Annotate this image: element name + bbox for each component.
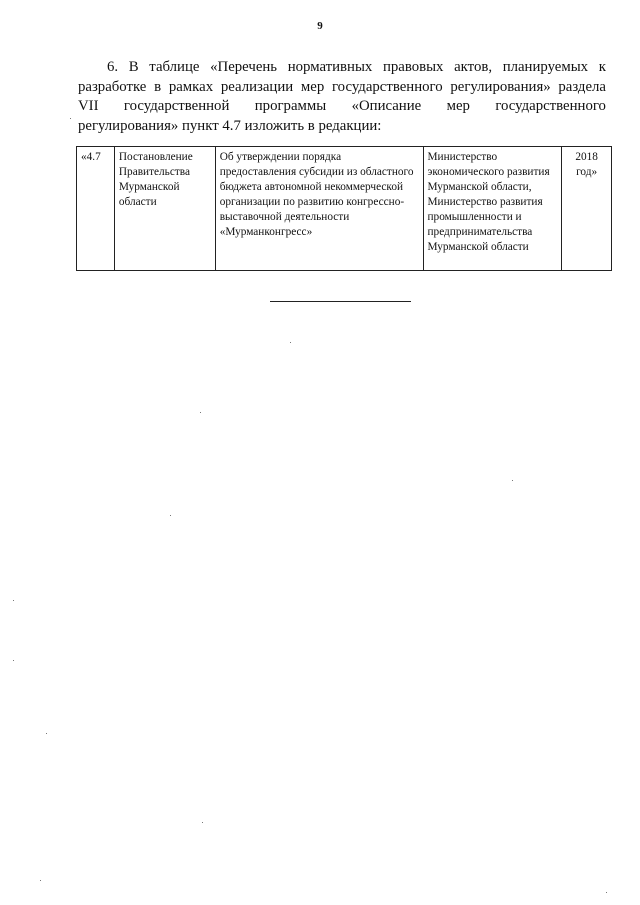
word: регулирования»	[450, 78, 551, 95]
scan-speck	[202, 822, 203, 823]
word: VII	[78, 98, 99, 114]
scan-speck	[13, 600, 14, 601]
word: «Перечень	[210, 59, 278, 75]
word: В	[128, 59, 139, 75]
word: мер	[300, 78, 325, 95]
scan-speck	[200, 412, 201, 413]
word: разработке	[78, 78, 147, 95]
word: в	[154, 78, 162, 95]
word: правовых	[382, 59, 444, 75]
word: планируемых	[502, 59, 589, 75]
word: программы	[254, 98, 327, 114]
paragraph-line	[78, 58, 606, 78]
cell-item-number: «4.7	[77, 147, 115, 271]
word: раздела	[558, 78, 606, 95]
word: реализации	[220, 78, 294, 95]
cell-act-type: Постановление Правительства Мурманской области	[114, 147, 215, 271]
word: регулирования» пункт 4.7 изложить в редакции:	[78, 117, 382, 134]
cell-act-name: Об утверждении порядка предоставления субсидии из областного бюджета автономной некоммерческой организации по развитию конгрессно-выставочной деятельности «Мурманконгресс»	[215, 147, 423, 271]
deadline-year: 2018	[575, 151, 598, 163]
scan-speck	[70, 118, 71, 119]
amendment-table	[76, 146, 612, 271]
amendment-paragraph	[78, 58, 606, 136]
scan-speck	[170, 515, 171, 516]
scan-speck	[512, 480, 513, 481]
scan-speck	[290, 342, 291, 343]
end-rule	[270, 301, 411, 302]
scan-speck	[40, 880, 41, 881]
word: нормативных	[287, 59, 373, 75]
table-row	[77, 147, 612, 271]
scan-speck	[13, 660, 14, 661]
paragraph-line	[78, 97, 606, 117]
word: таблице	[149, 59, 200, 75]
word: актов,	[454, 59, 493, 75]
cell-deadline	[562, 147, 612, 271]
word: рамках	[168, 78, 214, 95]
deadline-suffix: год»	[576, 166, 598, 178]
word: государственного	[495, 98, 606, 114]
cell-responsible-executor: Министерство экономического развития Мурманской области, Министерство развития промышленности и предпринимательства Мурманской области	[423, 147, 562, 271]
word: мер	[446, 98, 470, 114]
page-number: 9	[317, 20, 323, 32]
word: 6.	[107, 59, 119, 75]
paragraph-line	[78, 117, 606, 137]
word: государственного	[331, 78, 443, 95]
scan-speck	[46, 733, 47, 734]
word: к	[598, 59, 606, 75]
word: государственной	[123, 98, 230, 114]
word: «Описание	[351, 98, 422, 114]
paragraph-line	[78, 78, 606, 98]
scan-speck	[606, 892, 607, 893]
